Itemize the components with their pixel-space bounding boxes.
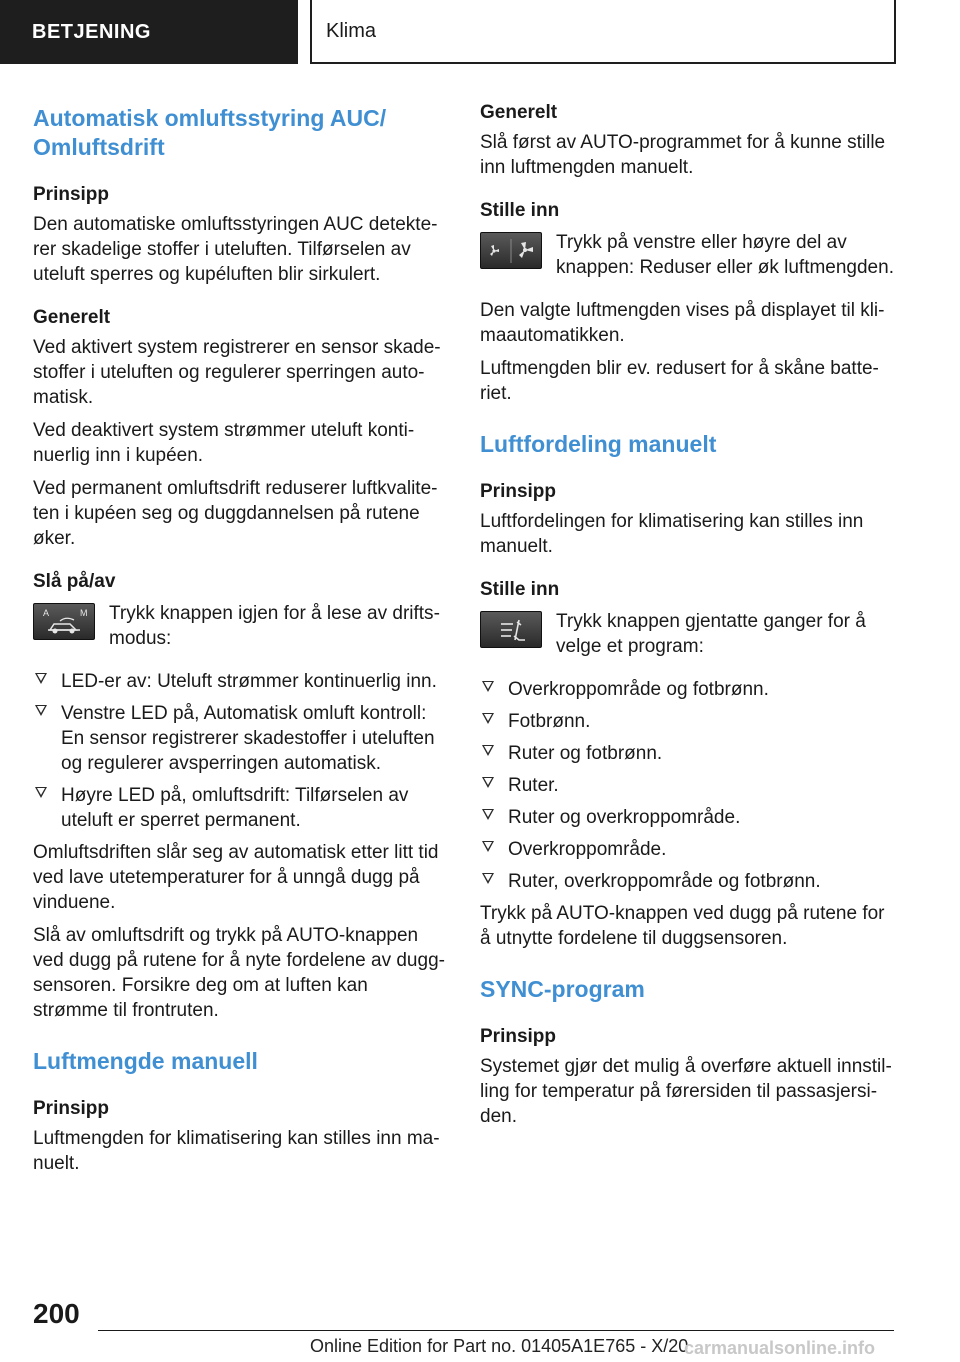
sync-prinsipp-heading: Prinsipp	[480, 1026, 557, 1047]
auc-button-icon	[33, 603, 95, 640]
luftfordeling-after-text: Trykk på AUTO-knappen ved dugg på rutene for å utnytte fordelene til duggsensoren.	[480, 903, 885, 949]
auc-generelt-text-2: Ved deaktivert system strømmer uteluft kontinuerlig inn i kupéen.	[33, 420, 415, 466]
auc-generelt-text-1: Ved aktivert system registrerer en sensor skadestoffer i uteluften og regulerer sperringen automatisk.	[33, 337, 441, 408]
auc-generelt-text-3: Ved permanent omluftsdrift reduserer luftkvaliteten i kupéen seg og duggdannelsen på rutene øker.	[33, 478, 438, 549]
triangle-bullet-icon	[482, 777, 494, 788]
section-label: BETJENING	[32, 20, 151, 43]
triangle-bullet-icon	[482, 809, 494, 820]
luftmengde-generelt	[480, 100, 894, 180]
auc-prinsipp	[33, 182, 445, 287]
luftfordeling-title: Luftfordeling manuelt	[480, 431, 717, 457]
watermark: carmanualsonline.info	[684, 1338, 876, 1358]
triangle-bullet-icon	[482, 713, 494, 724]
auc-after-text-2: Slå av omluftsdrift og trykk på AUTO-knappen ved dugg på rutene for å nyte fordelene av duggsensoren. Forsikre deg om at luften kan strømme til frontruten.	[33, 925, 445, 1021]
list-item: Fotbrønn.	[480, 709, 894, 734]
auc-prinsipp-heading: Prinsipp	[33, 184, 110, 205]
luftmengde-generelt-text: Slå først av AUTO-programmet for å kunne stille inn luftmengden manuelt.	[480, 132, 886, 178]
triangle-bullet-icon	[35, 787, 47, 798]
auc-title: Automatisk omluftsstyring AUC/ Omluftsdrift	[33, 105, 387, 160]
luftmengde-instruction-text: Trykk på venstre eller høyre del av knappen: Reduser eller øk luftmengden.	[556, 232, 894, 278]
triangle-bullet-icon	[482, 681, 494, 692]
luftfordeling-instruction	[480, 609, 894, 659]
air-distribution-program-list	[480, 677, 894, 894]
list-item: LED-er av: Uteluft strømmer kontinuerlig inn.	[33, 669, 445, 694]
slapa-instruction	[33, 601, 445, 651]
edition-text: Online Edition for Part no. 01405A1E765 - X/20	[310, 1336, 689, 1356]
luftmengde-title: Luftmengde manuell	[33, 1048, 258, 1074]
auc-label-a: A	[43, 608, 50, 618]
auc-prinsipp-text: Den automatiske omluftsstyringen AUC detekterer skadelige stoffer i uteluften. Tilførselen av uteluft sperres og kupéluften blir sirkulert.	[33, 214, 438, 285]
luftfordeling-prinsipp-text: Luftfordelingen for klimatisering kan stilles inn manuelt.	[480, 511, 864, 557]
luftmengde-prinsipp-heading: Prinsipp	[33, 1098, 110, 1119]
luftfordeling-prinsipp	[480, 479, 894, 559]
auc-generelt-heading: Generelt	[33, 307, 111, 328]
chapter-tab	[310, 0, 896, 64]
page-number: 200	[33, 1298, 80, 1329]
sync-prinsipp-text: Systemet gjør det mulig å overføre aktuell innstilling for temperatur på førersiden til passasjersiden.	[480, 1056, 892, 1127]
air-distribution-button-icon	[480, 611, 542, 648]
slapa-heading: Slå på/av	[33, 571, 116, 592]
auc-label-m: M	[80, 608, 88, 618]
luftmengde-prinsipp-text: Luftmengden for klimatisering kan stilles inn manuelt.	[33, 1128, 440, 1174]
luftfordeling-prinsipp-heading: Prinsipp	[480, 481, 557, 502]
slapa-instruction-text: Trykk knappen igjen for å lese av driftsmodus:	[109, 603, 440, 649]
list-item: Overkroppområde.	[480, 837, 894, 862]
luftmengde-stille-heading: Stille inn	[480, 200, 560, 221]
list-item: Ruter og overkroppområde.	[480, 805, 894, 830]
triangle-bullet-icon	[482, 841, 494, 852]
auc-after-text-1: Omluftsdriften slår seg av automatisk etter litt tid ved lave utetemperaturer for å unngå dugg på vinduene.	[33, 842, 439, 913]
triangle-bullet-icon	[35, 673, 47, 684]
luftmengde-instruction	[480, 230, 894, 280]
list-item: Ruter, overkroppområde og fotbrønn.	[480, 869, 894, 894]
left-column	[33, 100, 445, 1184]
luftmengde-battery-text: Luftmengden blir ev. redusert for å skåne batteriet.	[480, 358, 879, 404]
luftfordeling-instruction-text: Trykk knappen gjentatte ganger for å velge et program:	[556, 611, 866, 657]
section-tab	[0, 0, 298, 64]
chapter-label: Klima	[326, 19, 377, 42]
list-item: Høyre LED på, omluftsdrift: Tilførselen av uteluft er sperret permanent.	[33, 783, 445, 833]
fan-button-icon	[480, 232, 542, 269]
luftmengde-generelt-heading: Generelt	[480, 102, 558, 123]
triangle-bullet-icon	[482, 873, 494, 884]
luftfordeling-stille-heading: Stille inn	[480, 579, 560, 600]
list-item: Venstre LED på, Automatisk omluft kontroll: En sensor registrerer skadestoffer i uteluften og regulerer avsperringen automatisk.	[33, 701, 445, 776]
footer-divider	[98, 1330, 894, 1331]
list-item: Ruter og fotbrønn.	[480, 741, 894, 766]
list-item: Ruter.	[480, 773, 894, 798]
triangle-bullet-icon	[35, 705, 47, 716]
right-column	[480, 100, 894, 1137]
luftmengde-display-text: Den valgte luftmengden vises på displayet til klimaautomatikken.	[480, 300, 885, 346]
sync-title: SYNC-program	[480, 976, 645, 1002]
auc-mode-list	[33, 669, 445, 833]
list-item: Overkroppområde og fotbrønn.	[480, 677, 894, 702]
auc-generelt	[33, 305, 445, 551]
triangle-bullet-icon	[482, 745, 494, 756]
